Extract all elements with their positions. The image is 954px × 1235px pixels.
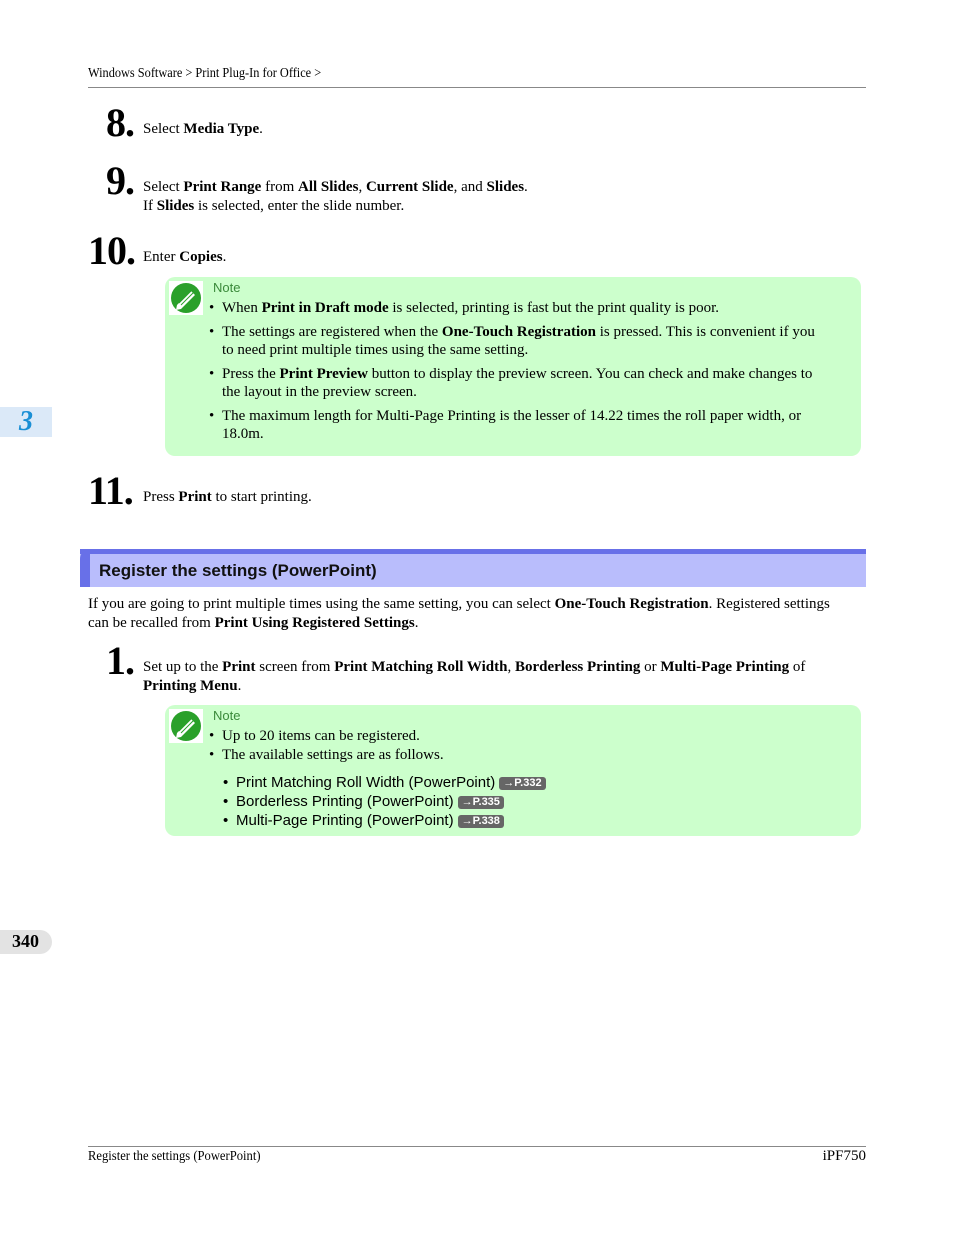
step-text: Set up to the Print screen from Print Matching Roll Width, Borderless Printing or Multi-Page Printing of Printing Menu. — [143, 659, 806, 694]
note-item: • Up to 20 items can be registered. — [209, 727, 849, 745]
page-number-tab — [0, 930, 52, 954]
header-rule — [88, 87, 866, 88]
step-text: Enter Copies. — [143, 249, 227, 265]
step-text: Select Print Range from All Slides, Current Slide, and Slides. If Slides is selected, enter the slide number. — [143, 179, 528, 214]
page-number: 340 — [12, 931, 39, 951]
pencil-note-icon — [169, 709, 203, 743]
chapter-number: 3 — [19, 406, 33, 437]
section-heading-bar — [80, 549, 866, 587]
note-item: • Press the Print Preview button to display the preview screen. You can check and make changes to the layout in the preview screen. — [209, 365, 849, 401]
page-ref-link[interactable]: →P.338 — [458, 815, 504, 828]
chapter-tab[interactable] — [0, 407, 52, 437]
note-box — [165, 705, 861, 836]
note-box — [165, 277, 861, 456]
intro-paragraph: If you are going to print multiple times using the same setting, you can select One-Touch Registration. Registered settings can be recalled from Print Using Registered Settings. — [88, 596, 830, 631]
section-title: Register the settings (PowerPoint) — [99, 561, 377, 580]
link-multi-page-printing[interactable]: • Multi-Page Printing (PowerPoint) →P.338 — [223, 811, 546, 830]
step-text: Select Media Type. — [143, 121, 263, 137]
footer-rule — [88, 1146, 866, 1147]
step-number: 10. — [88, 228, 135, 273]
step-number: 8. — [106, 100, 134, 145]
step-text: Press Print to start printing. — [143, 489, 312, 505]
note-label: Note — [213, 280, 241, 295]
pencil-note-icon — [169, 281, 203, 315]
footer-model: iPF750 — [822, 1148, 866, 1164]
footer-section-title: Register the settings (PowerPoint) — [88, 1149, 261, 1164]
note-item: • The maximum length for Multi-Page Printing is the lesser of 14.22 times the roll paper width, or 18.0m. — [209, 407, 849, 443]
link-print-matching-roll-width[interactable]: • Print Matching Roll Width (PowerPoint) →P.332 — [223, 773, 546, 792]
step-number: 11. — [88, 468, 133, 513]
breadcrumb: Windows Software > Print Plug-In for Office > — [88, 66, 322, 81]
link-borderless-printing[interactable]: • Borderless Printing (PowerPoint) →P.335 — [223, 792, 546, 811]
page-ref-link[interactable]: →P.335 — [458, 796, 504, 809]
note-item: • The available settings are as follows. — [209, 746, 849, 764]
note-item: • When Print in Draft mode is selected, printing is fast but the print quality is poor. — [209, 299, 849, 317]
note-label: Note — [213, 708, 241, 723]
step-number: 9. — [106, 158, 134, 203]
page-ref-link[interactable]: →P.332 — [499, 777, 545, 790]
note-item: • The settings are registered when the One-Touch Registration is pressed. This is convenient if you to need print multiple times using the same setting. — [209, 323, 849, 359]
step-number: 1. — [106, 638, 134, 683]
